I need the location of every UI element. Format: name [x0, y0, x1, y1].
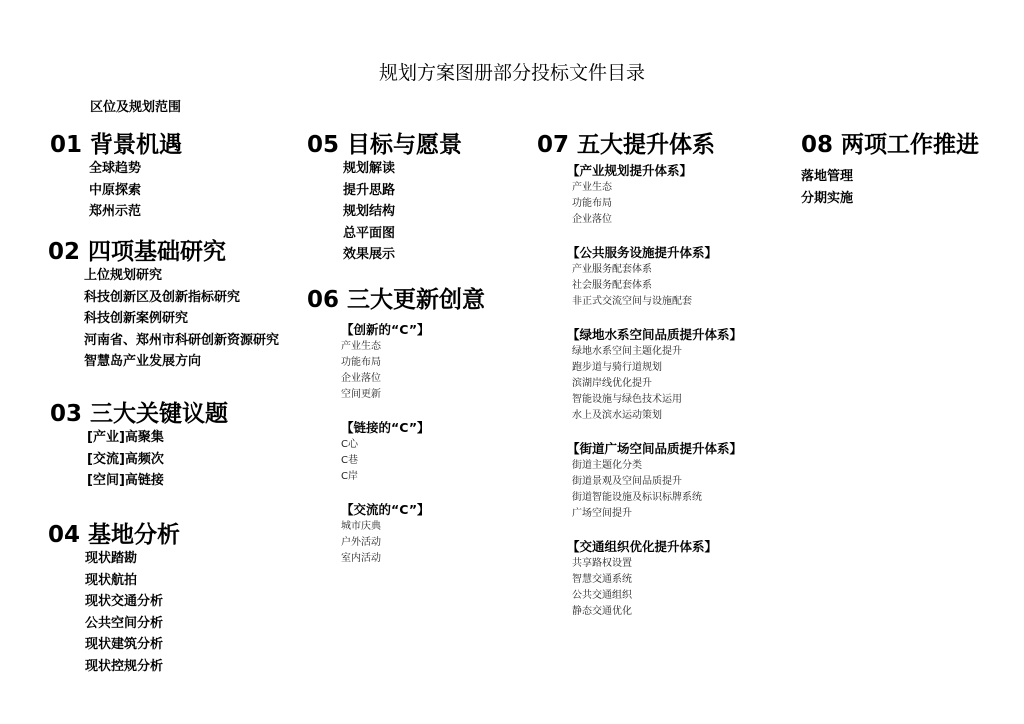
section-04: [48, 522, 180, 677]
list-item: 现状交通分析: [85, 594, 164, 609]
section-number: 03: [50, 401, 83, 427]
group-items: [341, 437, 485, 485]
section-title: 两项工作推进: [841, 132, 980, 158]
section-heading: [801, 132, 979, 158]
list-item: 现状控规分析: [85, 658, 164, 674]
list-item: 上位规划研究: [84, 268, 163, 283]
list-item: 非正式交流空间与设施配套: [572, 296, 692, 307]
group-street-plaza: [567, 440, 742, 522]
list-item: C心: [341, 439, 358, 450]
group-items: [572, 556, 742, 620]
list-item: [空间]高链接: [87, 473, 164, 488]
list-item: 企业落位: [572, 214, 612, 225]
section-03: [50, 401, 228, 492]
section-title: 三大关键议题: [90, 401, 229, 427]
list-item: C岸: [341, 471, 358, 482]
group-title: 【街道广场空间品质提升体系】: [567, 441, 743, 456]
list-item: 水上及滨水运动策划: [572, 410, 662, 421]
list-item: 现状航拍: [85, 572, 138, 588]
list-item: 街道智能设施及标识标牌系统: [572, 492, 702, 503]
section-07: [537, 132, 742, 636]
section-number: 06: [307, 287, 340, 313]
list-item: 城市庆典: [341, 521, 381, 532]
group-industry: [567, 162, 742, 228]
list-item: 街道主题化分类: [572, 460, 642, 471]
document-title: 规划方案图册部分投标文件目录: [378, 62, 645, 84]
section-items: [84, 265, 279, 373]
list-item: 广场空间提升: [572, 508, 632, 519]
group-title: 【产业规划提升体系】: [567, 163, 693, 178]
group-title: 【绿地水系空间品质提升体系】: [567, 327, 743, 342]
section-items: [87, 427, 228, 492]
list-item: 郑州示范: [89, 204, 142, 219]
list-item: 科技创新案例研究: [84, 311, 189, 326]
list-item: 效果展示: [343, 247, 396, 262]
list-item: 室内活动: [341, 553, 381, 564]
section-06: [307, 287, 485, 583]
list-item: [交流]高频次: [87, 451, 164, 467]
list-item: 空间更新: [341, 389, 381, 400]
list-item: 产业生态: [341, 341, 381, 352]
section-items: [89, 158, 182, 223]
section-title: 三大更新创意: [347, 287, 486, 313]
section-01: [50, 132, 182, 223]
list-item: 提升思路: [343, 182, 396, 198]
group-title: 【交流的“C”】: [341, 502, 430, 517]
list-item: 智慧交通系统: [572, 574, 632, 585]
section-title: 五大提升体系: [577, 132, 716, 158]
group-innovation: [341, 321, 485, 403]
list-item: 现状建筑分析: [85, 637, 164, 652]
group-link: [341, 419, 485, 485]
section-title: 目标与愿景: [347, 132, 463, 158]
section-05: [307, 132, 462, 266]
group-items: [572, 344, 742, 424]
group-title: 【创新的“C”】: [341, 322, 430, 337]
section-title: 四项基础研究: [88, 239, 227, 265]
section-number: 05: [307, 132, 340, 158]
list-item: 规划解读: [343, 161, 396, 176]
section-02: [48, 239, 279, 373]
section-heading: [50, 132, 182, 158]
list-item: C巷: [341, 455, 358, 466]
top-note: 区位及规划范围: [90, 100, 182, 115]
list-item: 功能布局: [341, 357, 381, 368]
section-items: [801, 166, 979, 209]
list-item: 中原探索: [89, 182, 142, 198]
list-item: 户外活动: [341, 537, 381, 548]
section-number: 07: [537, 132, 570, 158]
section-heading: [537, 132, 742, 158]
list-item: 功能布局: [572, 198, 612, 209]
list-item: 现状踏勘: [85, 551, 138, 566]
section-heading: [307, 132, 462, 158]
group-public-service: [567, 244, 742, 310]
list-item: 街道景观及空间品质提升: [572, 476, 682, 487]
group-title: 【链接的“C”】: [341, 420, 430, 435]
group-green-water: [567, 326, 742, 424]
list-item: 河南省、郑州市科研创新资源研究: [84, 332, 280, 348]
list-item: 产业服务配套体系: [572, 264, 652, 275]
list-item: 总平面图: [343, 225, 396, 241]
group-items: [341, 519, 485, 567]
list-item: 企业落位: [341, 373, 381, 384]
section-items: [85, 548, 180, 677]
section-title: 背景机遇: [90, 132, 183, 158]
section-number: 02: [48, 239, 81, 265]
list-item: 落地管理: [801, 169, 854, 184]
group-items: [572, 180, 742, 228]
group-items: [572, 458, 742, 522]
group-items: [572, 262, 742, 310]
section-title: 基地分析: [88, 522, 181, 548]
section-items: [343, 158, 462, 266]
section-heading: [307, 287, 485, 313]
section-08: [801, 132, 979, 209]
list-item: 静态交通优化: [572, 606, 632, 617]
list-item: 全球趋势: [89, 161, 142, 176]
section-number: 01: [50, 132, 83, 158]
list-item: 科技创新区及创新指标研究: [84, 289, 241, 305]
section-heading: [48, 522, 180, 548]
list-item: 智慧岛产业发展方向: [84, 354, 202, 369]
group-traffic: [567, 538, 742, 620]
list-item: 规划结构: [343, 204, 396, 219]
section-heading: [48, 239, 279, 265]
list-item: 产业生态: [572, 182, 612, 193]
group-title: 【交通组织优化提升体系】: [567, 539, 718, 554]
list-item: 公共交通组织: [572, 590, 632, 601]
section-heading: [50, 401, 228, 427]
list-item: 滨湖岸线优化提升: [572, 378, 652, 389]
group-exchange: [341, 501, 485, 567]
section-number: 04: [48, 522, 81, 548]
group-items: [341, 339, 485, 403]
group-title: 【公共服务设施提升体系】: [567, 245, 718, 260]
list-item: 共享路权设置: [572, 558, 632, 569]
list-item: 绿地水系空间主题化提升: [572, 346, 682, 357]
list-item: 社会服务配套体系: [572, 280, 652, 291]
list-item: 公共空间分析: [85, 615, 164, 631]
list-item: 跑步道与骑行道规划: [572, 362, 662, 373]
section-number: 08: [801, 132, 834, 158]
list-item: [产业]高聚集: [87, 430, 164, 445]
list-item: 智能设施与绿色技术运用: [572, 394, 682, 405]
list-item: 分期实施: [801, 190, 854, 206]
